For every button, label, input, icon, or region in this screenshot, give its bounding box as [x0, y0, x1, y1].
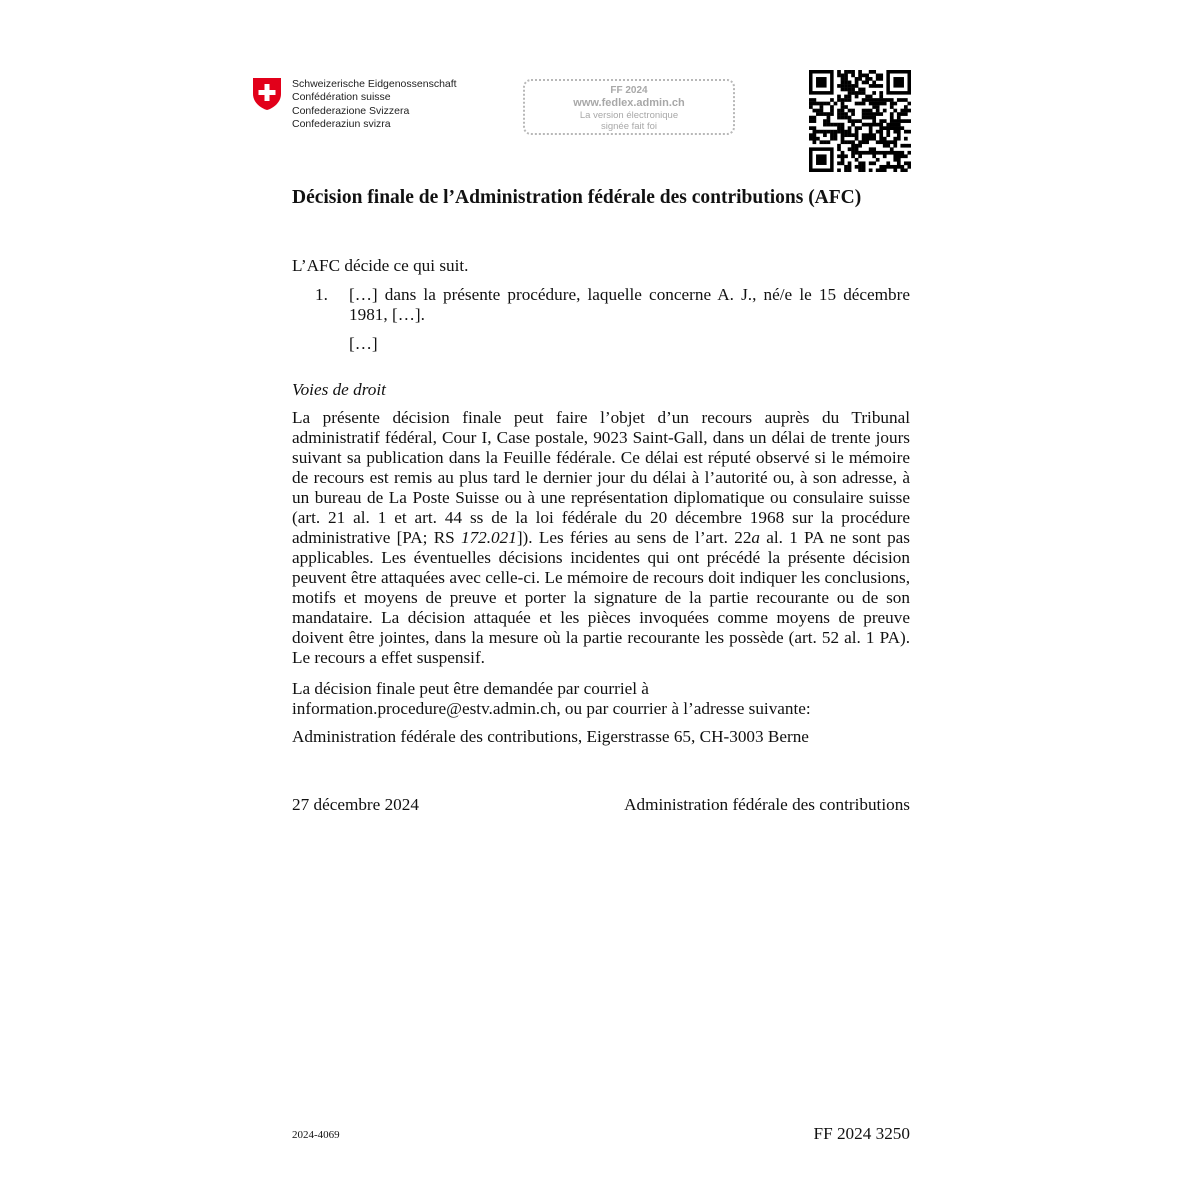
article-letter: a: [751, 528, 761, 547]
address-line: Administration fédérale des contributions, Eigerstrasse 65, CH-3003 Berne: [292, 727, 809, 746]
section-heading: Voies de droit: [292, 380, 386, 399]
document-title: Décision finale de l’Administration fédérale des contributions (AFC): [292, 187, 862, 208]
document-date: 27 décembre 2024: [292, 795, 419, 814]
stamp-url: www.fedlex.admin.ch: [573, 97, 685, 109]
swiss-coat-of-arms-icon: [252, 77, 282, 111]
stamp-note-1: La version électronique: [579, 110, 679, 121]
confederation-line-fr: Confédération suisse: [292, 91, 391, 104]
decision-item: [292, 285, 910, 325]
stamp-publication: FF 2024: [610, 85, 648, 96]
omission-mark: […]: [349, 334, 378, 353]
confederation-name-block: [292, 78, 457, 132]
appeal-text-part-2: ]). Les féries au sens de l’art. 22: [516, 528, 752, 547]
confederation-line-rm: Confederaziun svizra: [292, 118, 391, 131]
qr-code-icon: [809, 70, 911, 172]
item-number: 1.: [315, 285, 328, 304]
appeal-text-part-3: al. 1 PA ne sont pas applicables. Les éventuelles décisions incidentes qui ont précédé la présente décision peuvent être attaquées avec celle-ci. Le mémoire de recours doit indiquer les conclusions, motifs et moyens de preuve et porter la signature de la partie recourante ou de son mandataire. La décision attaquée et les pièces invoquées comme moyens de preuve doivent être jointes, dans la mesure où la partie recourante les possède (art. 52 al. 1 PA). Le recours a effet suspensif.: [292, 528, 910, 667]
intro-text: L’AFC décide ce qui suit.: [292, 256, 469, 275]
request-paragraph: [292, 679, 910, 719]
stamp-note-2: signée fait foi: [601, 121, 657, 132]
request-line-1: La décision finale peut être demandée par courriel à: [292, 679, 649, 698]
publication-reference: FF 2024 3250: [813, 1124, 910, 1143]
rs-number: 172.021: [460, 528, 517, 547]
confederation-line-it: Confederazione Svizzera: [292, 104, 410, 117]
appeal-text-part-1: La présente décision finale peut faire l’objet d’un recours auprès du Tribunal administratif fédéral, Cour I, Case postale, 9023 Saint-Gall, dans un délai de trente jours suivant sa publication dans la Feuille fédérale. Ce délai est réputé observé si le mémoire de recours est remis au plus tard le dernier jour du délai à l’autorité ou, à son adresse, à un bureau de La Poste Suisse ou à une représentation diplomatique ou consulaire suisse (art. 21 al. 1 et art. 44 ss de la loi fédérale du 20 décembre 1968 sur la procédure administrative [PA; RS: [292, 408, 910, 547]
document-number: 2024-4069: [292, 1129, 340, 1141]
item-text: […] dans la présente procédure, laquelle concerne A. J., né/e le 15 décembre 1981, […].: [349, 285, 910, 324]
request-line-2: information.procedure@estv.admin.ch, ou par courrier à l’adresse suivante:: [292, 699, 811, 718]
electronic-signature-stamp: [523, 79, 735, 135]
issuing-authority: Administration fédérale des contributions: [624, 795, 910, 814]
appeal-paragraph: [292, 408, 910, 668]
confederation-line-de: Schweizerische Eidgenossenschaft: [292, 78, 457, 90]
